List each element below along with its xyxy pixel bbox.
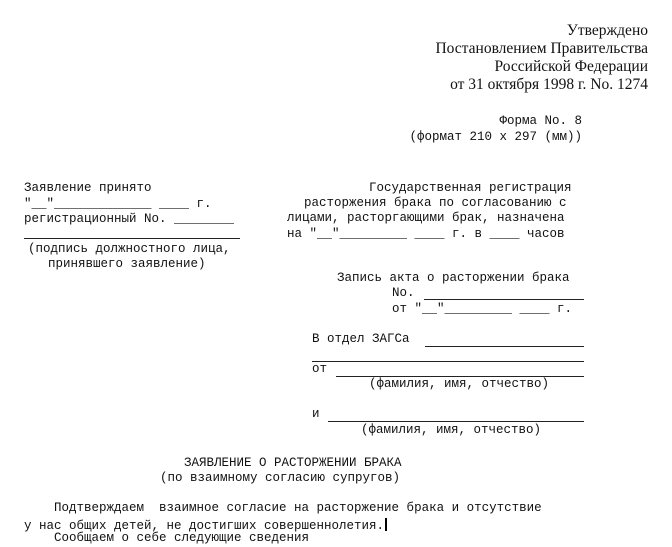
registration-line-2: расторжения брака по согласованию с (304, 196, 567, 210)
statement-subtitle: (по взаимному согласию супругов) (160, 471, 401, 485)
act-record-date-line: от "__"_________ ____ г. (392, 302, 573, 316)
accepted-title: Заявление принято (24, 181, 152, 195)
statement-title: ЗАЯВЛЕНИЕ О РАСТОРЖЕНИИ БРАКА (184, 456, 402, 470)
spouse-2-caption: (фамилия, имя, отчество) (361, 423, 542, 437)
approval-line-4: от 31 октября 1998 г. No. 1274 (450, 76, 648, 93)
approval-line-3: Российской Федерации (494, 58, 648, 75)
paragraph-line-2: у нас общих детей, не достигших совершеннолетия. (24, 519, 385, 533)
spouse-1-caption: (фамилия, имя, отчество) (369, 377, 550, 391)
act-record-no-label: No. (392, 286, 415, 300)
zags-name-line-2 (312, 361, 584, 362)
registration-line-4: на "__"_________ ____ г. в ____ часов (287, 227, 565, 241)
registration-line-1: Государственная регистрация (369, 181, 572, 195)
text-cursor (385, 518, 387, 531)
official-signature-line (24, 238, 240, 239)
accepted-date-line: "__"_____________ ____ г. (24, 197, 212, 211)
form-info (409, 114, 582, 145)
and-label: и (312, 407, 320, 421)
signature-caption-2: принявшего заявление) (48, 257, 206, 271)
act-record-no-line (424, 299, 584, 300)
form-number: Форма No. 8 (499, 114, 582, 128)
spouse-2-line (328, 421, 584, 422)
from-label: от (312, 362, 328, 376)
zags-name-line (425, 346, 584, 347)
zags-label: В отдел ЗАГСа (312, 332, 410, 346)
approval-block (435, 22, 648, 94)
approval-line-1: Утверждено (566, 22, 648, 39)
registration-line-3: лицами, расторгающими брак, назначена (287, 211, 565, 225)
paragraph-line-3: Сообщаем о себе следующие сведения (24, 531, 310, 545)
paragraph-line-1: Подтверждаем взаимное согласие на расторжение брака и отсутствие (24, 501, 542, 515)
signature-caption-1: (подпись должностного лица, (28, 242, 231, 256)
act-record-title: Запись акта о расторжении брака (337, 271, 570, 285)
approval-line-2: Постановлением Правительства (435, 40, 648, 57)
form-format: (формат 210 x 297 (мм)) (409, 129, 582, 144)
accepted-reg-no: регистрационный No. ________ (24, 212, 235, 226)
